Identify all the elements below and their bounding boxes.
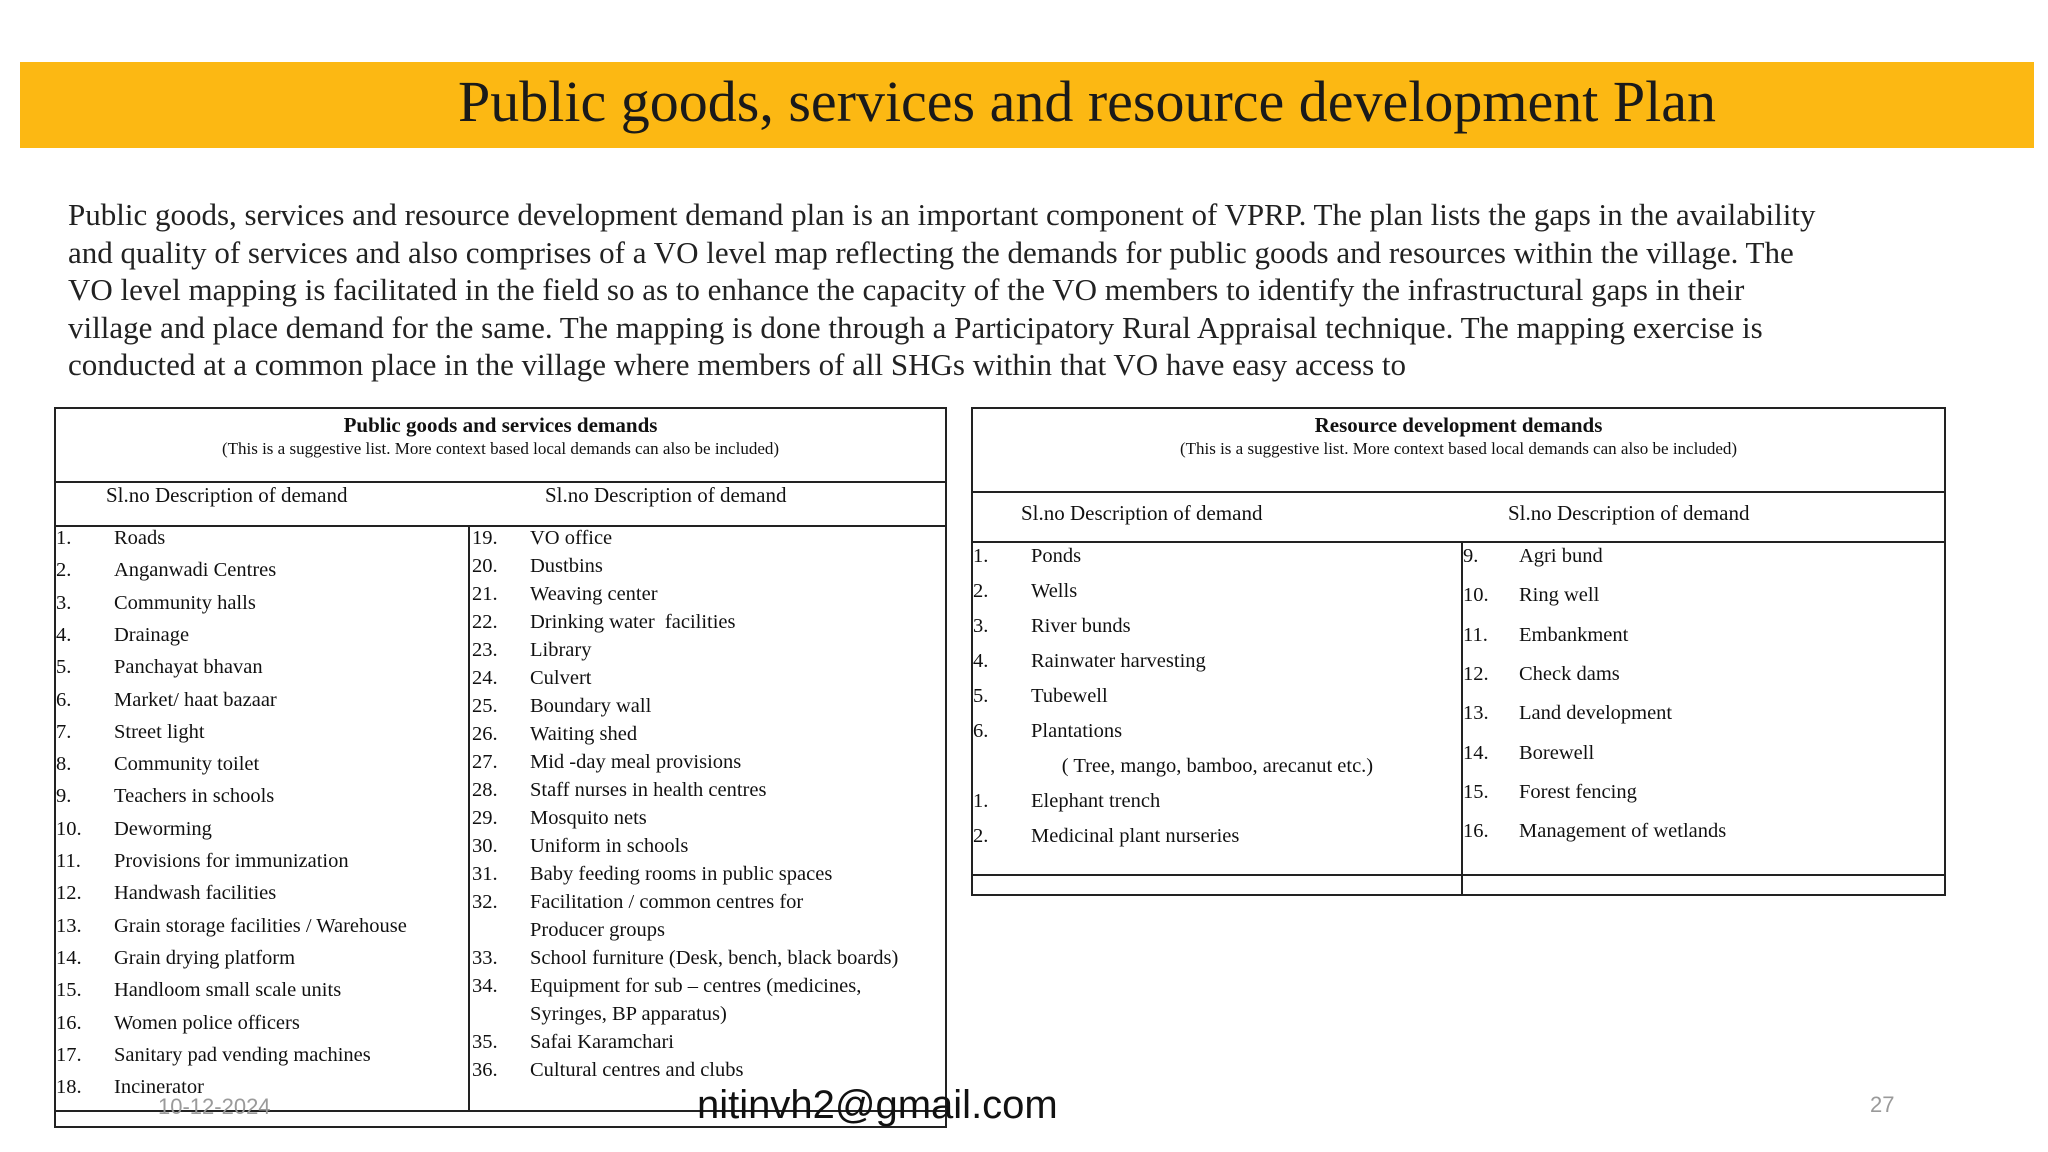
item-description: Mosquito nets xyxy=(530,807,647,829)
list-item xyxy=(973,650,1373,685)
item-number: 1. xyxy=(56,527,72,549)
item-number: 9. xyxy=(56,785,72,808)
item-description: Women police officers xyxy=(114,1011,300,1034)
resource-table-heading: Resource development demands xyxy=(1314,413,1603,437)
item-description: Market/ haat bazaar xyxy=(114,688,277,711)
item-number: 10. xyxy=(1463,584,1489,607)
item-number: 11. xyxy=(1463,623,1488,646)
column-header: Sl.no Description of demand xyxy=(1508,501,1750,525)
item-number: 3. xyxy=(973,615,989,637)
item-number: 1. xyxy=(973,545,989,567)
item-description: Panchayat bhavan xyxy=(114,656,263,679)
list-item xyxy=(1463,584,1863,623)
item-description: VO office xyxy=(530,527,613,549)
item-number: 5. xyxy=(56,656,72,679)
public-table-subheading: (This is a suggestive list. More context based local demands can also be included) xyxy=(221,439,780,458)
intro-line: conducted at a common place in the village where members of all SHGs within that VO have easy access to xyxy=(68,347,1407,382)
item-description: Plantations xyxy=(1031,720,1123,742)
page-number: 27 xyxy=(1870,1092,1895,1117)
item-number: 19. xyxy=(472,527,498,549)
item-description: Grain storage facilities / Warehouse xyxy=(114,914,407,937)
item-number: 35. xyxy=(472,1031,498,1053)
item-description: Land development xyxy=(1519,702,1673,725)
item-number: 21. xyxy=(472,583,498,605)
resource-development-table xyxy=(971,407,1946,896)
list-item xyxy=(56,559,456,591)
item-description: Anganwadi Centres xyxy=(114,559,277,582)
item-description: Community toilet xyxy=(114,753,260,776)
item-description: Syringes, BP apparatus) xyxy=(530,1003,727,1025)
item-number: 4. xyxy=(56,623,72,646)
list-item xyxy=(1463,663,1863,702)
item-description: Weaving center xyxy=(530,583,658,605)
item-number: 22. xyxy=(472,611,498,633)
list-item xyxy=(472,835,872,863)
public-table-header xyxy=(56,413,945,459)
item-number: 33. xyxy=(472,947,498,969)
item-description: Dustbins xyxy=(530,555,603,577)
list-item xyxy=(56,979,456,1011)
item-description: Ring well xyxy=(1519,584,1600,607)
list-item xyxy=(56,915,456,947)
column-divider xyxy=(468,525,470,1112)
item-number: 2. xyxy=(973,580,989,602)
item-number: 16. xyxy=(1463,820,1489,843)
item-description: Boundary wall xyxy=(530,695,652,717)
list-item xyxy=(472,751,872,779)
item-description: School furniture (Desk, bench, black boards) xyxy=(530,947,899,969)
list-item xyxy=(56,785,456,817)
public-table-heading: Public goods and services demands xyxy=(343,413,658,437)
item-description: Ponds xyxy=(1031,545,1082,567)
list-item xyxy=(1463,781,1863,820)
item-description: Elephant trench xyxy=(1031,790,1161,812)
item-number: 14. xyxy=(1463,741,1489,764)
list-item xyxy=(472,527,872,555)
list-item xyxy=(973,790,1373,825)
list-item xyxy=(56,1044,456,1076)
item-description: Safai Karamchari xyxy=(530,1031,674,1053)
list-item xyxy=(56,527,456,559)
item-description: Uniform in schools xyxy=(530,835,689,857)
item-number: 34. xyxy=(472,975,498,997)
intro-paragraph xyxy=(68,196,2018,384)
item-description: Waiting shed xyxy=(530,723,638,745)
item-description: Culvert xyxy=(530,667,592,689)
list-item xyxy=(472,779,872,807)
item-number: 23. xyxy=(472,639,498,661)
list-item xyxy=(56,850,456,882)
item-description: Handwash facilities xyxy=(114,882,277,905)
list-item xyxy=(973,580,1373,615)
item-number: 28. xyxy=(472,779,498,801)
column-header: Sl.no Description of demand xyxy=(1021,501,1263,525)
item-number: 8. xyxy=(56,753,72,776)
list-item xyxy=(56,882,456,914)
item-description: Management of wetlands xyxy=(1519,820,1727,843)
item-number: 11. xyxy=(56,850,81,872)
list-item xyxy=(973,545,1373,580)
item-number: 15. xyxy=(56,979,82,1002)
list-item xyxy=(56,753,456,785)
item-description: Facilitation / common centres for xyxy=(530,891,804,913)
item-number: 26. xyxy=(472,723,498,745)
list-item xyxy=(973,720,1373,755)
item-number: 15. xyxy=(1463,780,1489,803)
item-description: Tubewell xyxy=(1031,685,1108,707)
list-item xyxy=(472,611,872,639)
item-description: Borewell xyxy=(1519,741,1595,764)
list-item xyxy=(472,863,872,891)
item-description: Agri bund xyxy=(1519,545,1603,567)
list-item xyxy=(56,656,456,688)
list-item xyxy=(1463,624,1863,663)
item-description: Community halls xyxy=(114,591,256,614)
item-number: 10. xyxy=(56,817,82,840)
item-description: Library xyxy=(530,639,592,661)
item-number: 29. xyxy=(472,807,498,829)
list-item xyxy=(472,919,872,947)
list-item xyxy=(472,891,872,919)
item-number: 27. xyxy=(472,751,498,773)
item-description: Rainwater harvesting xyxy=(1031,650,1206,672)
item-description: Teachers in schools xyxy=(114,785,275,808)
list-item xyxy=(1463,742,1863,781)
item-description: Cultural centres and clubs xyxy=(530,1059,744,1081)
item-description: ( Tree, mango, bamboo, arecanut etc.) xyxy=(1031,755,1374,777)
list-item xyxy=(472,555,872,583)
item-number: 1. xyxy=(973,790,989,812)
item-number: 14. xyxy=(56,946,82,969)
item-number: 18. xyxy=(56,1076,82,1099)
item-number: 13. xyxy=(56,914,82,937)
item-number: 4. xyxy=(973,650,989,672)
title-bar xyxy=(20,62,2034,148)
list-item xyxy=(472,975,872,1003)
item-description: Staff nurses in health centres xyxy=(530,779,767,801)
intro-line: and quality of services and also comprises of a VO level map reflecting the demands for public goods and resources within the village. The xyxy=(68,234,1794,270)
list-item xyxy=(472,807,872,835)
item-number: 9. xyxy=(1463,545,1479,567)
list-item xyxy=(472,695,872,723)
item-description: Incinerator xyxy=(114,1076,204,1099)
item-description: Baby feeding rooms in public spaces xyxy=(530,863,833,885)
divider xyxy=(973,541,1944,543)
column-header: Sl.no Description of demand xyxy=(545,483,787,507)
footer-date: 10-12-2024 xyxy=(158,1094,271,1119)
item-number: 2. xyxy=(56,559,72,582)
list-item xyxy=(56,592,456,624)
item-number: 7. xyxy=(56,720,72,743)
item-description: Wells xyxy=(1031,580,1078,602)
list-item xyxy=(973,755,1373,790)
item-description: Provisions for immunization xyxy=(114,850,349,872)
item-number: 12. xyxy=(56,882,82,905)
item-number: 2. xyxy=(973,825,989,847)
intro-line: village and place demand for the same. The mapping is done through a Participatory Rural Appraisal technique. The mapping exercise is xyxy=(68,309,1763,345)
item-number: 25. xyxy=(472,695,498,717)
item-number: 32. xyxy=(472,891,498,913)
item-description: Deworming xyxy=(114,817,212,840)
list-item xyxy=(472,723,872,751)
list-item xyxy=(472,947,899,975)
list-item xyxy=(56,818,456,850)
item-description: Sanitary pad vending machines xyxy=(114,1043,371,1066)
list-item xyxy=(56,624,456,656)
item-description: Roads xyxy=(114,527,166,549)
slide-title: Public goods, services and resource development Plan xyxy=(458,69,1716,134)
item-number: 3. xyxy=(56,591,72,614)
intro-line: VO level mapping is facilitated in the field so as to enhance the capacity of the VO members to identify the infrastructural gaps in their xyxy=(68,272,1745,307)
column-header: Sl.no Description of demand xyxy=(106,483,348,507)
item-description: Check dams xyxy=(1519,662,1620,685)
resource-table-subheading: (This is a suggestive list. More context based local demands can also be included) xyxy=(1179,439,1738,458)
item-number: 16. xyxy=(56,1011,82,1034)
item-number: 17. xyxy=(56,1043,82,1066)
item-description: Grain drying platform xyxy=(114,946,296,969)
list-item xyxy=(472,639,872,667)
list-item xyxy=(56,947,456,979)
item-description: Forest fencing xyxy=(1519,780,1637,803)
list-item xyxy=(973,615,1373,650)
item-description: River bunds xyxy=(1031,615,1131,637)
intro-line: Public goods, services and resource development demand plan is an important component of VPRP. The plan lists the gaps in the availability xyxy=(68,197,1816,232)
item-number: 20. xyxy=(472,555,498,577)
item-number: 31. xyxy=(472,863,498,885)
item-description: Street light xyxy=(114,720,205,743)
footer-email: nitinvh2@gmail.com xyxy=(697,1083,1058,1127)
item-number: 24. xyxy=(472,667,498,689)
list-item xyxy=(1463,820,1863,859)
resource-table-header xyxy=(973,413,1944,459)
item-description: Drinking water facilities xyxy=(530,611,736,633)
item-number: 6. xyxy=(56,688,72,711)
item-number: 30. xyxy=(472,835,498,857)
list-item xyxy=(472,1003,872,1031)
item-description: Handloom small scale units xyxy=(114,979,342,1002)
divider xyxy=(973,874,1944,876)
list-item xyxy=(1463,702,1863,741)
list-item xyxy=(56,1012,456,1044)
list-item xyxy=(472,583,872,611)
item-description: Equipment for sub – centres (medicines, xyxy=(530,975,862,997)
item-number: 36. xyxy=(472,1059,498,1081)
item-number: 12. xyxy=(1463,662,1489,685)
item-number: 6. xyxy=(973,720,989,742)
item-description: Producer groups xyxy=(530,919,665,941)
item-description: Mid -day meal provisions xyxy=(530,751,742,773)
list-item xyxy=(973,825,1373,860)
list-item xyxy=(1463,545,1863,584)
item-number: 13. xyxy=(1463,702,1489,725)
item-description: Medicinal plant nurseries xyxy=(1031,825,1240,847)
item-description: Embankment xyxy=(1519,623,1629,646)
list-item xyxy=(973,685,1373,720)
public-goods-table xyxy=(54,407,947,1128)
list-item xyxy=(56,689,456,721)
item-description: Drainage xyxy=(114,623,190,646)
list-item xyxy=(472,667,872,695)
list-item xyxy=(56,721,456,753)
list-item xyxy=(472,1031,872,1059)
item-number: 5. xyxy=(973,685,989,707)
